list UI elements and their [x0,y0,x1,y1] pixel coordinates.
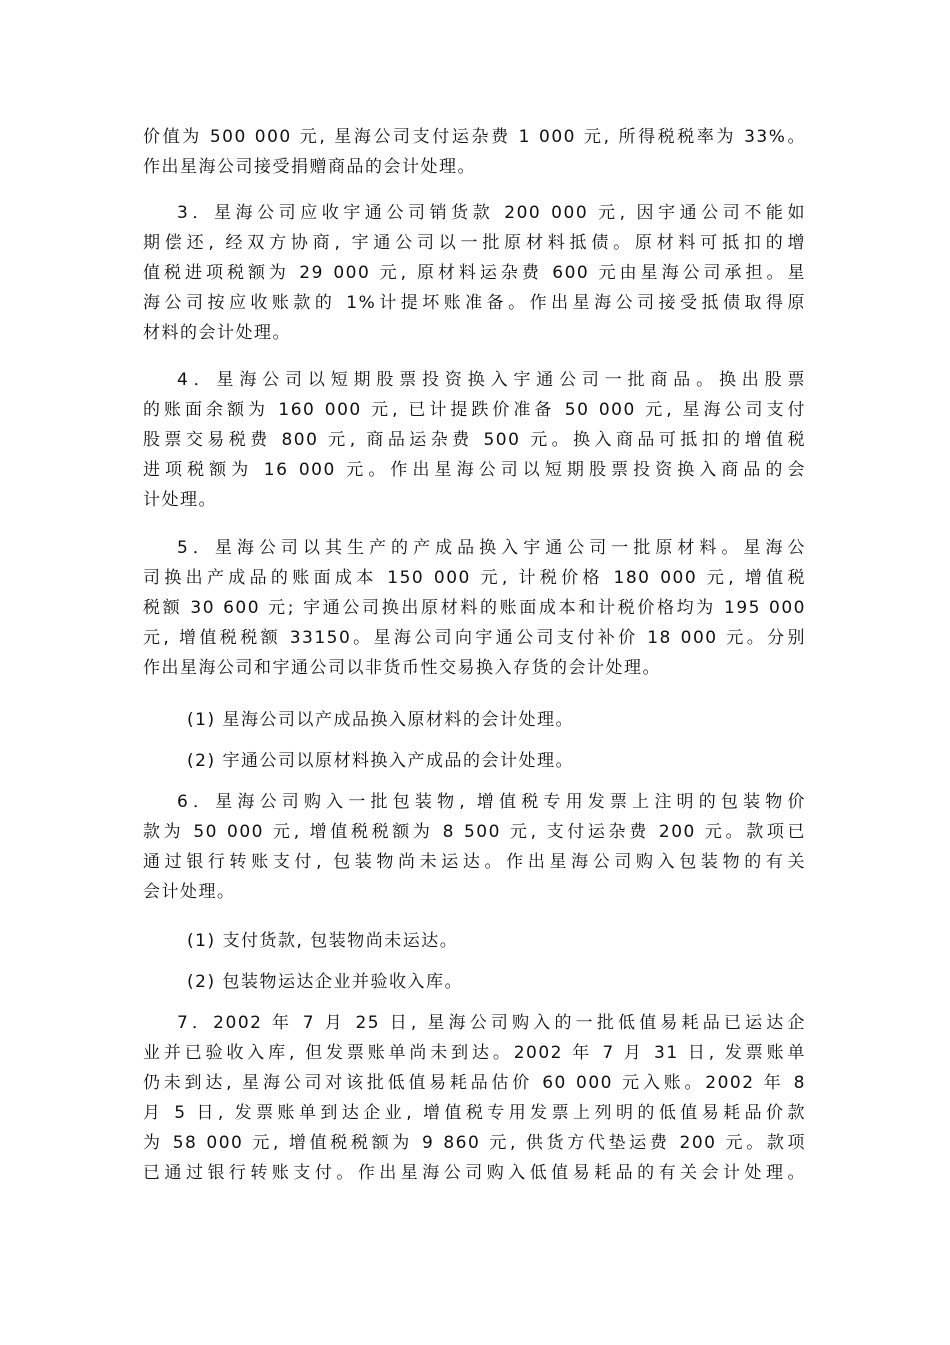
text-line: 作出星海公司和宇通公司以非货币性交易换入存货的会计处理。 [143,658,661,678]
text-line: 4．星海公司以短期股票投资换入宇通公司一批商品。换出股票 [177,370,806,390]
paragraph-5 [143,533,806,683]
text-line: 元, 增值税税额 33150。星海公司向宇通公司支付补价 18 000 元。分别 [143,628,806,648]
text-line: 月 5 日, 发票账单到达企业, 增值税专用发票上列明的低值易耗品价款 [143,1103,806,1123]
text-line: (2) 包装物运达企业并验收入库。 [187,972,463,992]
text-line: 3．星海公司应收宇通公司销货款 200 000 元, 因宇通公司不能如 [177,203,806,223]
text-line: 已通过银行转账支付。作出星海公司购入低值易耗品的有关会计处理。 [143,1163,806,1183]
text-line: 7．2002 年 7 月 25 日, 星海公司购入的一批低值易耗品已运达企 [177,1013,806,1033]
text-line: 海公司按应收账款的 1%计提坏账准备。作出星海公司接受抵债取得原 [143,293,806,313]
text-line: 价值为 500 000 元, 星海公司支付运杂费 1 000 元, 所得税税率为 33%。 [143,127,806,147]
paragraph-2-tail [143,122,806,182]
paragraph-4 [143,365,806,515]
text-line: 材料的会计处理。 [143,323,291,343]
sub-item-5-2 [187,746,807,776]
text-line: 业并已验收入库, 但发票账单尚未到达。2002 年 7 月 31 日, 发票账单 [143,1043,806,1063]
text-line: 司换出产成品的账面成本 150 000 元, 计税价格 180 000 元, 增值税 [143,568,806,588]
text-line: (2) 宇通公司以原材料换入产成品的会计处理。 [187,751,574,771]
sub-item-6-2 [187,967,807,997]
text-line: 会计处理。 [143,882,236,902]
text-line: 通过银行转账支付, 包装物尚未运达。作出星海公司购入包装物的有关 [143,852,806,872]
paragraph-3 [143,198,806,348]
text-line: 的账面余额为 160 000 元, 已计提跌价准备 50 000 元, 星海公司支付 [143,400,806,420]
text-line: 值税进项税额为 29 000 元, 原材料运杂费 600 元由星海公司承担。星 [143,263,806,283]
text-line: 期偿还, 经双方协商, 宇通公司以一批原材料抵债。原材料可抵扣的增 [143,233,806,253]
text-line: 计处理。 [143,490,217,510]
text-line: (1) 支付货款, 包装物尚未运达。 [187,931,459,951]
text-line: 5．星海公司以其生产的产成品换入宇通公司一批原材料。星海公 [177,538,806,558]
text-line: 股票交易税费 800 元, 商品运杂费 500 元。换入商品可抵扣的增值税 [143,430,806,450]
sub-item-5-1 [187,705,807,735]
text-line: 作出星海公司接受捐赠商品的会计处理。 [143,157,476,177]
paragraph-7 [143,1008,806,1188]
text-line: 为 58 000 元, 增值税税额为 9 860 元, 供货方代垫运费 200 元。款项 [143,1133,806,1153]
text-line: 款为 50 000 元, 增值税税额为 8 500 元, 支付运杂费 200 元。款项已 [143,822,806,842]
sub-item-6-1 [187,926,807,956]
text-line: 进项税额为 16 000 元。作出星海公司以短期股票投资换入商品的会 [143,460,806,480]
text-line: (1) 星海公司以产成品换入原材料的会计处理。 [187,710,574,730]
paragraph-6 [143,787,806,907]
text-line: 税额 30 600 元; 宇通公司换出原材料的账面成本和计税价格均为 195 000 [143,598,806,618]
text-line: 6．星海公司购入一批包装物, 增值税专用发票上注明的包装物价 [177,792,806,812]
text-line: 仍未到达, 星海公司对该批低值易耗品估价 60 000 元入账。2002 年 8 [143,1073,806,1093]
